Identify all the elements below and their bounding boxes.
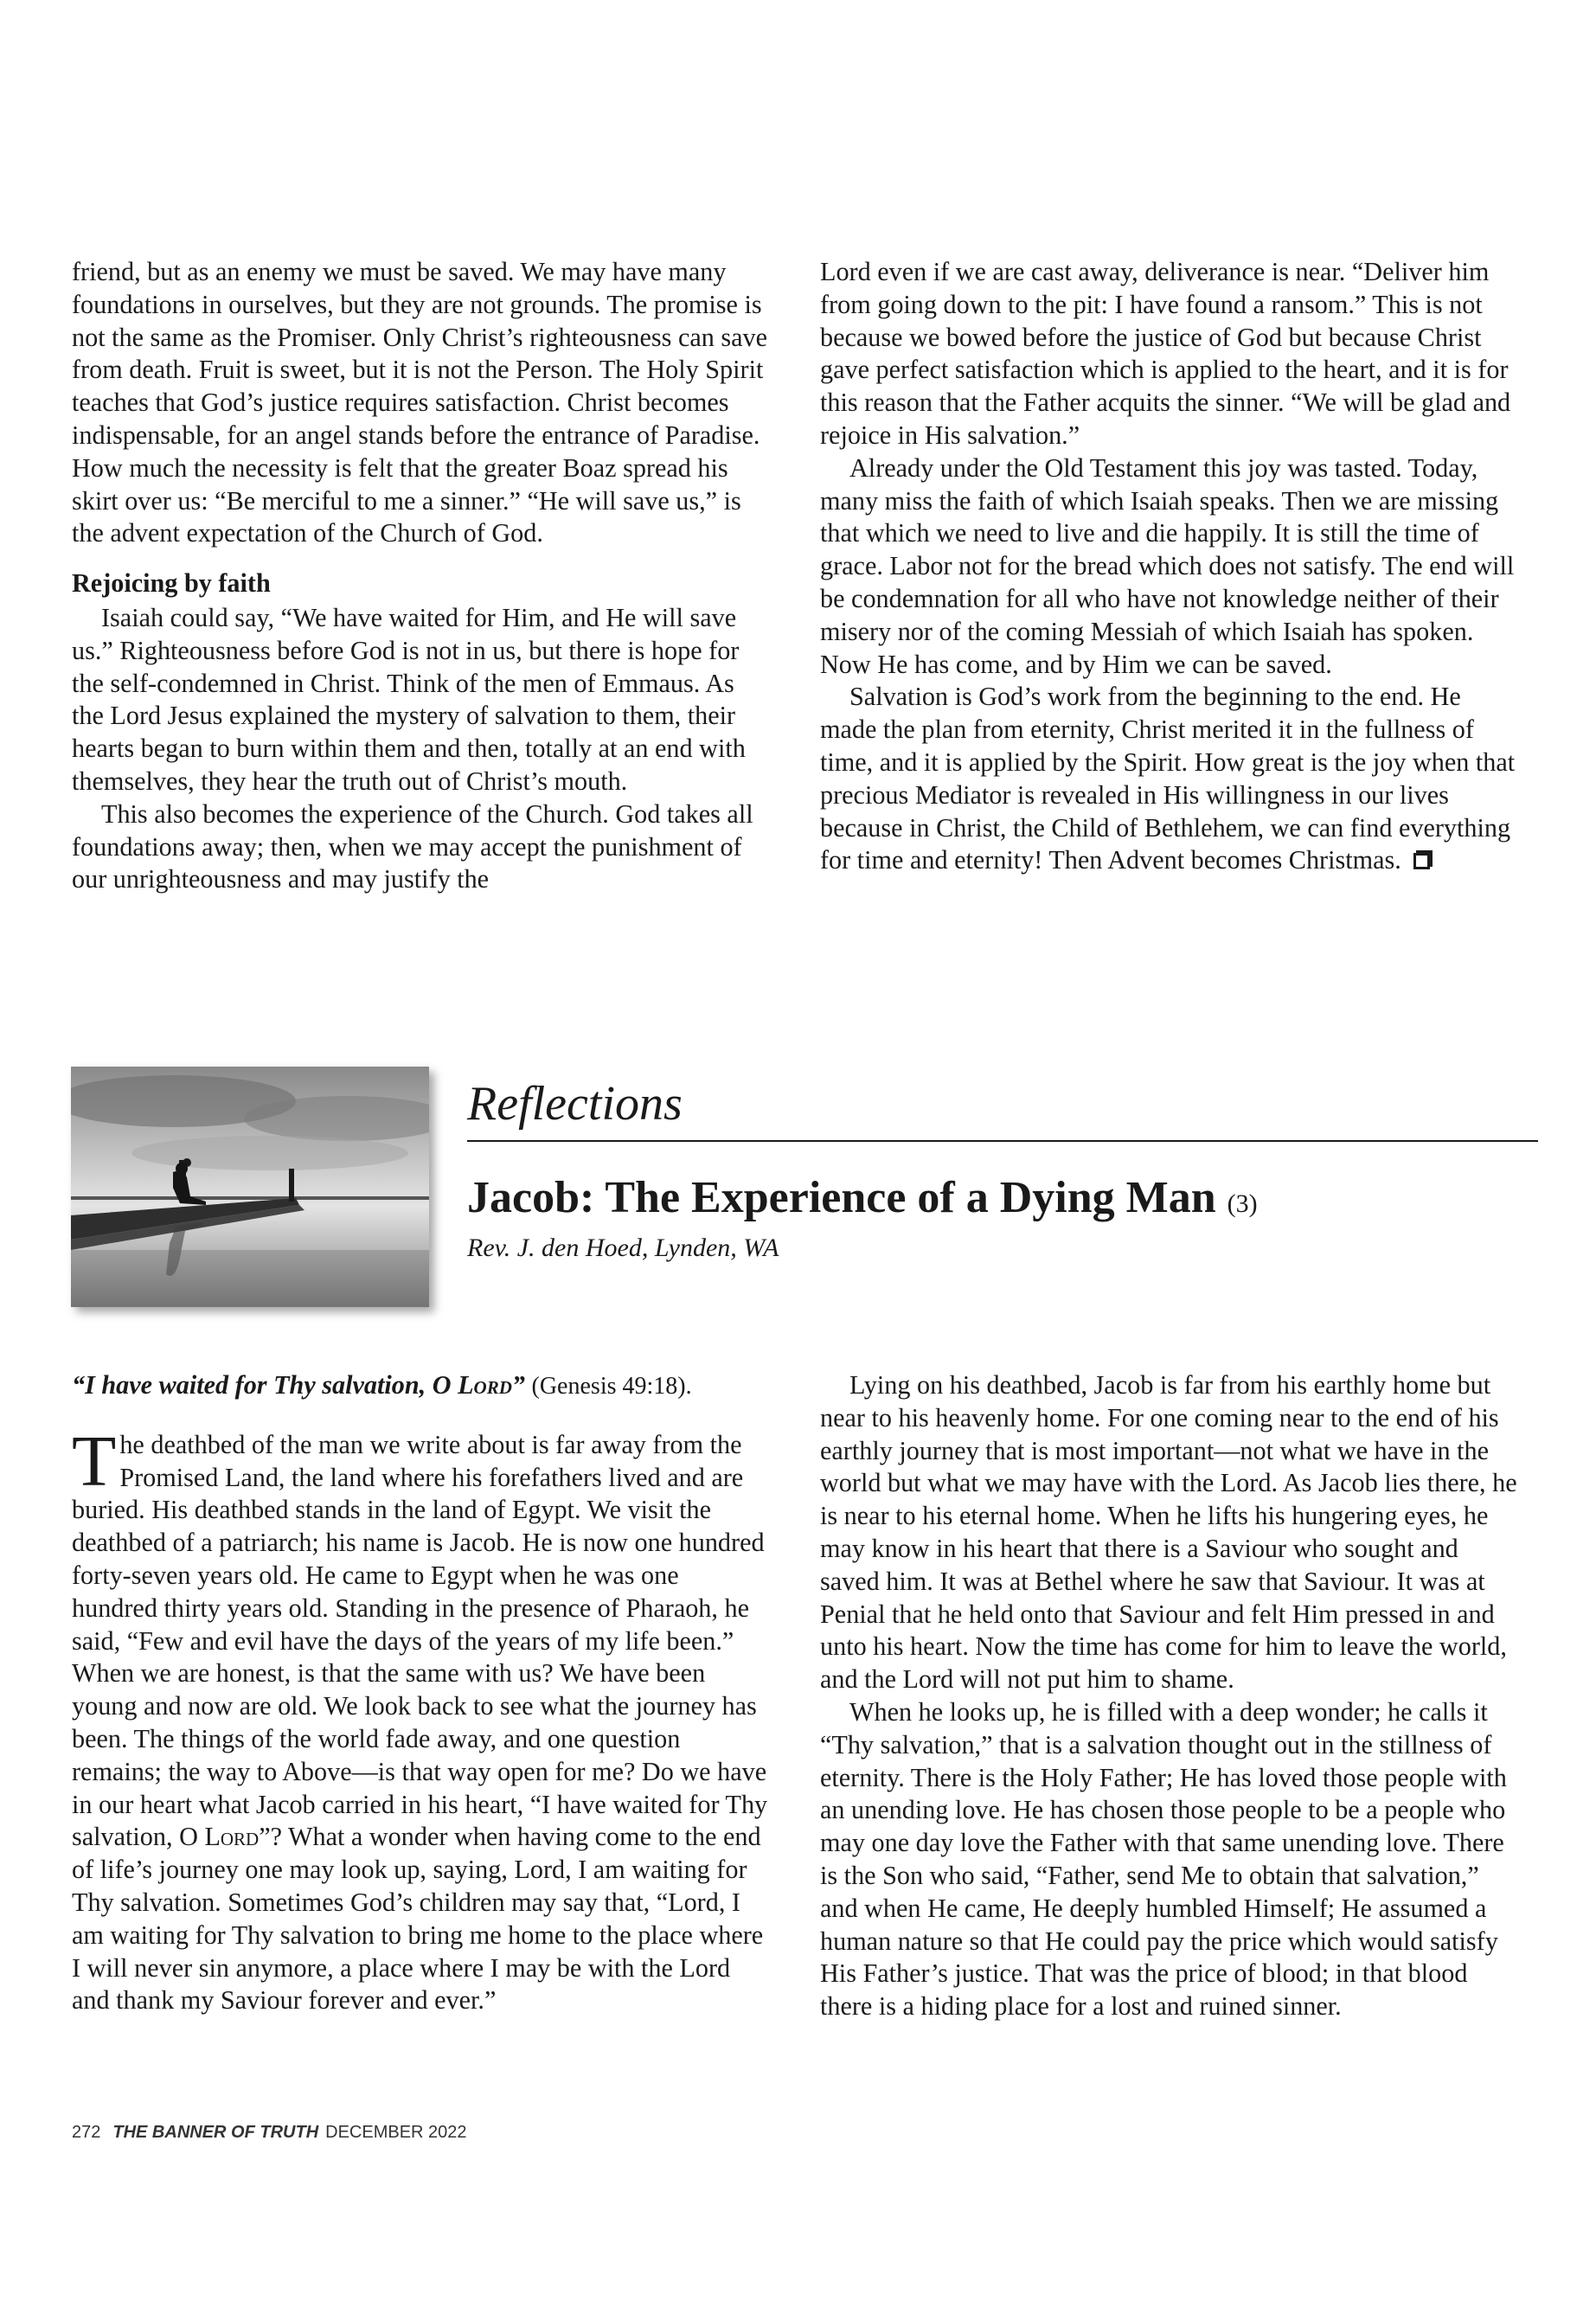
top-column-right xyxy=(820,256,1517,877)
publication-name: THE BANNER OF TRUTH xyxy=(112,2123,319,2142)
paragraph: This also becomes the experience of the Church. God takes all foundations away; then, when we may accept the punishment of our unrighteousness and may justify the xyxy=(72,798,753,894)
section-subhead: Rejoicing by faith xyxy=(72,568,271,599)
paragraph-text: Salvation is God’s work from the beginning to the end. He made the plan from eternity, Christ merited it in the fullness of time, and it is applied by the Spirit. How great is the joy when that precious Mediator is revealed in His willingness in our lives because in Christ, the Child of Bethlehem, we can find everything for time and eternity! Then Advent becomes Christmas. xyxy=(820,682,1516,875)
epigraph-quote-close: ” xyxy=(511,1370,525,1400)
paragraph: friend, but as an enemy we must be saved. We may have many foundations in ourselves, but they are not grounds. The promise is not the same as the Promiser. Only Christ’s righteousness can save from death. Fruit is sweet, but it is not the Person. The Holy Spirit teaches that God’s justice requires satisfaction. Christ becomes indispensable, for an angel stands before the entrance of Paradise. How much the necessity is felt that the greater Boaz spread his skirt over us: “Be merciful to me a sinner.” “He will save us,” is the advent expectation of the Church of God. xyxy=(72,257,768,548)
article-part-number: (3) xyxy=(1227,1189,1258,1218)
paragraph-text: he deathbed of the man we write about is far away from the Promised Land, the land where his forefathers lived and are buried. His deathbed stands in the land of Egypt. We visit the deathbed of a patriarch; his name is Jacob. He is now one hundred forty-seven years old. He came to Egypt when he was one hundred thirty years old. Standing in the presence of Pharaoh, he said, “Few and evil have the days of the years of my life been.” When we are honest, is that the same with us? We have been young and now are old. We look back to see what the journey has been. The things of the world fade away, and one question remains; the way to Above—is that way open for me? Do we have in our heart what Jacob carried in his heart, “I have waited for Thy salvation, O xyxy=(72,1429,768,1852)
paragraph: When he looks up, he is filled with a deep wonder; he calls it “Thy salvation,” that is a salvation thought out in the stillness of eternity. There is the Holy Father; He has loved those people with an unending love. He has chosen those people to be a people who may one day love the Father with that same unending love. There is the Son who said, “Father, send Me to obtain that salvation,” and when He came, He deeply humbled Himself; He assumed a human nature so that He could pay the price which would satisfy His Father’s justice. That was the price of blood; in that blood there is a hiding place for a lost and ruined sinner. xyxy=(820,1696,1507,2022)
end-mark-icon xyxy=(1413,853,1430,869)
paragraph: Lord even if we are cast away, deliverance is near. “Deliver him from going down to the pit: I have found a ransom.” This is not because we bowed before the justice of God but because Christ gave perfect satisfaction which is applied to the heart, and it is for this reason that the Father acquits the sinner. “We will be glad and rejoice in His salvation.” xyxy=(820,257,1511,450)
page-number: 272 xyxy=(72,2123,101,2142)
epigraph-quote-text: “I have waited for Thy salvation, O xyxy=(72,1370,458,1400)
epigraph xyxy=(72,1369,769,1403)
article-column-left xyxy=(72,1369,769,2017)
paragraph: Isaiah could say, “We have waited for Him, and He will save us.” Righteousness before God is not in us, but there is hope for the self-condemned in Christ. Think of the men of Emmaus. As the Lord Jesus explained the mystery of salvation to them, their hearts began to burn within them and then, totally at an end with themselves, they hear the truth out of Christ’s mouth. xyxy=(72,602,746,796)
section-label: Reflections xyxy=(467,1077,683,1131)
paragraph-text: ”? What a wonder when having come to the end of life’s journey one may look up, saying, Lord, I am waiting for Thy salvation. Sometimes God’s children may say that, “Lord, I am waiting for Thy salvation to bring me home to the place where I will never sin anymore, a place where I may be with the Lord and thank my Saviour forever and ever.” xyxy=(72,1822,764,2016)
top-column-left xyxy=(72,256,769,896)
paragraph-lord: Lord xyxy=(204,1822,260,1852)
epigraph-quote-lord: Lord xyxy=(458,1370,512,1400)
section-rule xyxy=(467,1140,1538,1142)
article-opening-paragraph xyxy=(72,1420,769,2017)
drop-cap: T xyxy=(72,1420,117,1502)
paragraph: Lying on his deathbed, Jacob is far from his earthly home but near to his heavenly home. For one coming near to the end of his earthly journey that is most important—not what we have in the world but what we may have with the Lord. As Jacob lies there, he is near to his eternal home. When he lifts his hungering eyes, he may know in his heart that there is a Saviour who sought and saved him. It was at Bethel where he saw that Saviour. It was at Penial that he held onto that Saviour and felt Him pressed in and unto his heart. Now the time has come for him to leave the world, and the Lord will not put him to shame. xyxy=(820,1370,1517,1695)
article-author: Rev. J. den Hoed, Lynden, WA xyxy=(467,1234,779,1262)
epigraph-quote xyxy=(72,1370,525,1400)
issue-date: DECEMBER 2022 xyxy=(325,2123,467,2142)
epigraph-reference: (Genesis 49:18). xyxy=(531,1373,692,1400)
article-title-text: Jacob: The Experience of a Dying Man xyxy=(467,1173,1216,1222)
article-title xyxy=(467,1172,1258,1230)
article-photo xyxy=(71,1067,429,1307)
man-on-pier-image xyxy=(71,1067,429,1307)
article-column-right xyxy=(820,1369,1517,2023)
paragraph: Already under the Old Testament this joy was tasted. Today, many miss the faith of which Isaiah speaks. Then we are missing that which we need to live and die happily. It is still the time of grace. Labor not for the bread which does not satisfy. The end will be condemnation for all who have not knowledge neither of their misery nor of the coming Messiah of which Isaiah has spoken. Now He has come, and by Him we can be saved. xyxy=(820,452,1515,679)
paragraph-ending xyxy=(820,681,1517,877)
page-footer xyxy=(72,2123,467,2143)
